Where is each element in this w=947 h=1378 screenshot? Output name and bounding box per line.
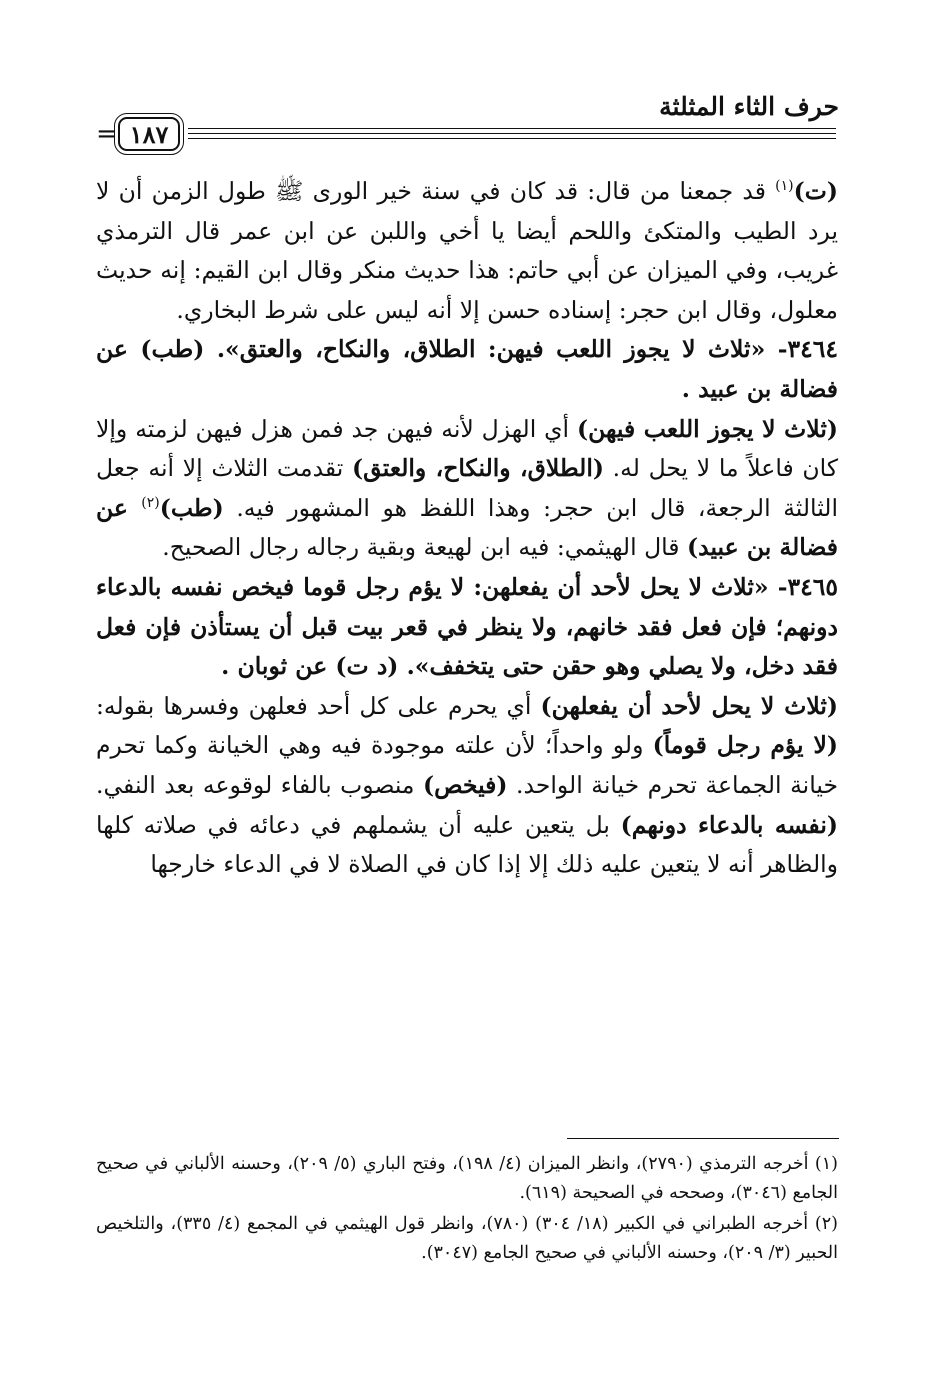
hadith-3464: ٣٤٦٤- «ثلاث لا يجوز اللعب فيهن: الطلاق، والنكاح، والعتق». (طب) عن فضالة بن عبيد .: [96, 335, 838, 403]
commentary-3464: [96, 410, 838, 568]
commentary-text: تقدمت الثلاث إلا أنه جعل الثالثة الرجعة، قال ابن حجر: وهذا اللفظ هو المشهور فيه.: [96, 454, 838, 522]
quoted-matn: عن فضالة بن عبيد): [96, 493, 838, 562]
header-ornament: =: [96, 119, 118, 149]
header-line: [188, 128, 836, 129]
commentary-text: قد جمعنا من قال: قد كان في سنة خير الورى ﷺ طول الزمن أن لا يرد الطيب والمتكئ واللحم أيضا يا أخي واللبن عن ابن عمر قال الترمذي غريب، وفي الميزان عن أبي حاتم: هذا حديث منكر وقال ابن القيم: إنه حديث معلول، وقال ابن حجر: إسناده حسن إلا أنه ليس على شرط البخاري.: [96, 177, 838, 324]
quoted-matn: (ثلاث لا يحل لأحد أن يفعلهن): [540, 691, 839, 720]
commentary-text: منصوب بالفاء لوقوعه بعد النفي.: [96, 770, 423, 799]
footnote-ref-1: (١): [775, 178, 794, 195]
footnotes: [96, 1150, 838, 1270]
page-number: ١٨٧: [129, 119, 169, 149]
commentary-text: بل يتعين عليه أن يشملهم في دعائه في صلاته كلها والظاهر أنه لا يتعين عليه ذلك إلا إذا كان في الصلاة لا في الدعاء خارجها: [96, 810, 838, 879]
header-line: [188, 138, 836, 139]
commentary-text: قال الهيثمي: فيه ابن لهيعة وبقية رجاله رجال الصحيح.: [162, 533, 688, 562]
quoted-matn: (لا يؤم رجل قوماً): [652, 731, 838, 760]
header-line: [188, 133, 836, 134]
footnote-2: (٢) أخرجه الطبراني في الكبير (١٨/ ٣٠٤) (٧٨٠)، وانظر قول الهيثمي في المجمع (٤/ ٣٣٥)، والتلخيص الحبير (٣/ ٢٠٩)، وحسنه الألباني في صحيح الجامع (٣٠٤٧).: [96, 1214, 838, 1263]
commentary-text: أي يحرم على كل أحد فعلهن وفسرها بقوله:: [96, 691, 541, 720]
source-code: (ت): [793, 177, 838, 205]
page-number-box: [118, 117, 180, 151]
commentary-text: أي الهزل لأنه فيهن جد فمن هزل فيهن لزمته وإلا كان فاعلاً ما لا يحل له.: [96, 414, 839, 483]
footnote-ref-2: (٢): [141, 494, 160, 511]
commentary-3463: [96, 172, 838, 330]
hadith-3465: ٣٤٦٥- «ثلاث لا يحل لأحد أن يفعلهن: لا يؤم رجل قوما فيخص نفسه بالدعاء دونهم؛ فإن فعل فقد خانهم، ولا ينظر في قعر بيت قبل أن يستأذن فإن فعل فقد دخل، ولا يصلي وهو حقن حتى يتخفف». (د ت) عن ثوبان .: [96, 572, 838, 681]
quoted-matn: (نفسه بالدعاء دونهم): [620, 810, 838, 839]
commentary-3465: [96, 687, 838, 885]
commentary-text: ولو واحداً؛ لأن علته موجودة فيه وهي الخيانة وكما تحرم خيانة الجماعة تحرم خيانة الواحد.: [96, 731, 838, 799]
header-rule: [96, 117, 836, 157]
footnote-1: (١) أخرجه الترمذي (٢٧٩٠)، وانظر الميزان (٤/ ١٩٨)، وفتح الباري (٥/ ٢٠٩)، وحسنه الألباني في صحيح الجامع (٣٠٤٦)، وصححه في الصحيحة (٦١٩).: [96, 1154, 838, 1203]
main-text: [96, 172, 838, 885]
quoted-matn: (الطلاق، والنكاح، والعتق): [352, 454, 604, 483]
running-header-title: حرف الثاء المثلثة: [659, 92, 839, 121]
footnote-separator: [567, 1138, 839, 1139]
quoted-matn: (فيخص): [423, 770, 508, 799]
source-code: (طب): [159, 493, 224, 522]
quoted-matn: (ثلاث لا يجوز اللعب فيهن): [577, 414, 838, 443]
